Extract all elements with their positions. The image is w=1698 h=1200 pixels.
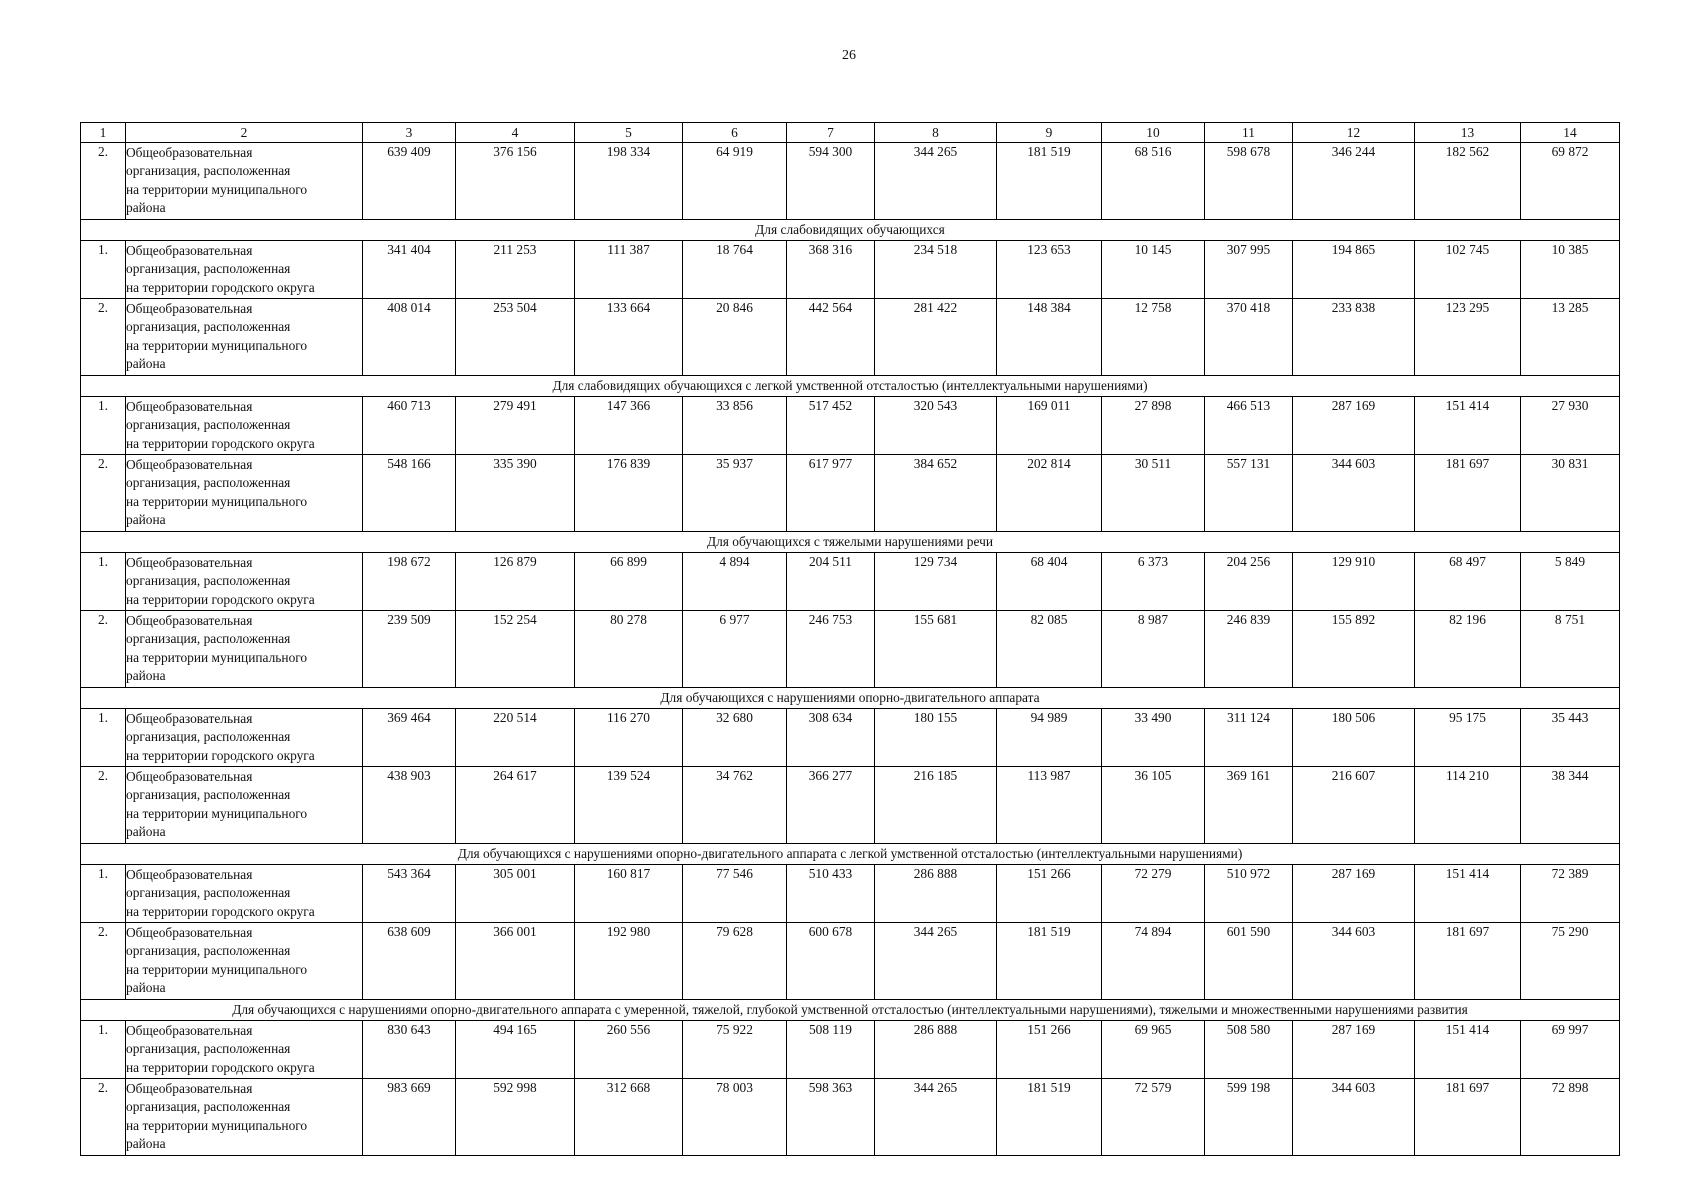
value-cell: 599 198 [1205, 1079, 1293, 1156]
section-title: Для слабовидящих обучающихся с легкой умственной отсталостью (интеллектуальными нарушениями) [81, 376, 1620, 397]
organization-line: на территории городского округа [126, 435, 315, 451]
value-cell: 69 997 [1521, 1021, 1620, 1079]
value-cell: 182 562 [1415, 143, 1521, 220]
row-number: 2. [81, 299, 126, 376]
organization-cell [126, 241, 363, 299]
section-title-row [81, 376, 1620, 397]
organization-line: организация, расположенная [126, 885, 291, 901]
organization-line: Общеобразовательная [126, 613, 253, 628]
value-cell: 601 590 [1205, 923, 1293, 1000]
value-cell: 335 390 [456, 455, 575, 532]
section-title-row [81, 220, 1620, 241]
value-cell: 438 903 [363, 767, 456, 844]
row-number: 1. [81, 1021, 126, 1079]
organization-cell [126, 709, 363, 767]
value-cell: 594 300 [787, 143, 875, 220]
value-cell: 508 119 [787, 1021, 875, 1079]
value-cell: 151 414 [1415, 1021, 1521, 1079]
value-cell: 307 995 [1205, 241, 1293, 299]
organization-cell [126, 923, 363, 1000]
value-cell: 155 681 [875, 611, 997, 688]
value-cell: 279 491 [456, 397, 575, 455]
value-cell: 376 156 [456, 143, 575, 220]
value-cell: 169 011 [997, 397, 1102, 455]
table-row [81, 1079, 1620, 1156]
value-cell: 286 888 [875, 1021, 997, 1079]
value-cell: 510 433 [787, 865, 875, 923]
value-cell: 18 764 [683, 241, 787, 299]
value-cell: 129 910 [1293, 553, 1415, 611]
value-cell: 181 519 [997, 923, 1102, 1000]
row-number: 1. [81, 397, 126, 455]
column-header: 12 [1293, 123, 1415, 143]
table-row [81, 553, 1620, 611]
value-cell: 68 516 [1102, 143, 1205, 220]
value-cell: 408 014 [363, 299, 456, 376]
value-cell: 181 519 [997, 143, 1102, 220]
value-cell: 74 894 [1102, 923, 1205, 1000]
value-cell: 281 422 [875, 299, 997, 376]
value-cell: 8 751 [1521, 611, 1620, 688]
value-cell: 79 628 [683, 923, 787, 1000]
value-cell: 508 580 [1205, 1021, 1293, 1079]
organization-line: района [126, 980, 166, 996]
organization-line: организация, расположенная [126, 475, 291, 491]
value-cell: 126 879 [456, 553, 575, 611]
value-cell: 286 888 [875, 865, 997, 923]
organization-line: Общеобразовательная [126, 925, 253, 940]
value-cell: 33 490 [1102, 709, 1205, 767]
section-title-row [81, 1000, 1620, 1021]
value-cell: 204 256 [1205, 553, 1293, 611]
row-number: 2. [81, 611, 126, 688]
value-cell: 10 145 [1102, 241, 1205, 299]
organization-line: организация, расположенная [126, 1099, 291, 1115]
organization-line: района [126, 1136, 166, 1152]
value-cell: 8 987 [1102, 611, 1205, 688]
section-title: Для обучающихся с нарушениями опорно-двигательного аппарата с легкой умственной отсталостью (интеллектуальными нарушениями) [81, 844, 1620, 865]
value-cell: 95 175 [1415, 709, 1521, 767]
value-cell: 30 511 [1102, 455, 1205, 532]
value-cell: 123 653 [997, 241, 1102, 299]
value-cell: 198 672 [363, 553, 456, 611]
value-cell: 220 514 [456, 709, 575, 767]
column-header: 2 [126, 123, 363, 143]
value-cell: 155 892 [1293, 611, 1415, 688]
value-cell: 72 389 [1521, 865, 1620, 923]
row-number: 1. [81, 865, 126, 923]
table-row [81, 455, 1620, 532]
column-header: 5 [575, 123, 683, 143]
value-cell: 216 185 [875, 767, 997, 844]
column-header: 8 [875, 123, 997, 143]
row-number: 1. [81, 709, 126, 767]
value-cell: 151 266 [997, 1021, 1102, 1079]
value-cell: 548 166 [363, 455, 456, 532]
organization-line: на территории муниципального [126, 805, 308, 821]
value-cell: 202 814 [997, 455, 1102, 532]
value-cell: 147 366 [575, 397, 683, 455]
organization-cell [126, 143, 363, 220]
value-cell: 204 511 [787, 553, 875, 611]
value-cell: 344 603 [1293, 1079, 1415, 1156]
value-cell: 13 285 [1521, 299, 1620, 376]
value-cell: 216 607 [1293, 767, 1415, 844]
table-row [81, 397, 1620, 455]
financing-table [80, 122, 1620, 1156]
page-number: 26 [842, 48, 856, 63]
value-cell: 592 998 [456, 1079, 575, 1156]
value-cell: 192 980 [575, 923, 683, 1000]
value-cell: 194 865 [1293, 241, 1415, 299]
value-cell: 69 872 [1521, 143, 1620, 220]
value-cell: 152 254 [456, 611, 575, 688]
organization-line: организация, расположенная [126, 1041, 291, 1057]
organization-line: на территории муниципального [126, 337, 308, 353]
value-cell: 32 680 [683, 709, 787, 767]
value-cell: 139 524 [575, 767, 683, 844]
row-number: 1. [81, 553, 126, 611]
row-number: 2. [81, 455, 126, 532]
organization-line: на территории муниципального [126, 181, 308, 197]
value-cell: 33 856 [683, 397, 787, 455]
organization-cell [126, 611, 363, 688]
section-title-row [81, 532, 1620, 553]
column-header: 6 [683, 123, 787, 143]
value-cell: 246 753 [787, 611, 875, 688]
section-title: Для обучающихся с нарушениями опорно-двигательного аппарата с умеренной, тяжелой, глубокой умственной отсталостью (интеллектуальными нарушениями), тяжелыми и множественными нарушениями развития [81, 1000, 1620, 1021]
organization-line: Общеобразовательная [126, 301, 253, 316]
value-cell: 72 279 [1102, 865, 1205, 923]
value-cell: 181 697 [1415, 923, 1521, 1000]
value-cell: 600 678 [787, 923, 875, 1000]
organization-line: организация, расположенная [126, 943, 291, 959]
organization-line: на территории городского округа [126, 591, 315, 607]
value-cell: 68 404 [997, 553, 1102, 611]
organization-cell [126, 865, 363, 923]
value-cell: 68 497 [1415, 553, 1521, 611]
organization-line: организация, расположенная [126, 573, 291, 589]
organization-line: района [126, 200, 166, 216]
section-title-row [81, 844, 1620, 865]
value-cell: 344 603 [1293, 923, 1415, 1000]
value-cell: 102 745 [1415, 241, 1521, 299]
organization-line: района [126, 512, 166, 528]
value-cell: 983 669 [363, 1079, 456, 1156]
organization-line: Общеобразовательная [126, 457, 253, 472]
organization-line: Общеобразовательная [126, 555, 253, 570]
value-cell: 181 519 [997, 1079, 1102, 1156]
table-row [81, 767, 1620, 844]
value-cell: 12 758 [1102, 299, 1205, 376]
organization-line: района [126, 668, 166, 684]
table-row [81, 143, 1620, 220]
organization-line: Общеобразовательная [126, 769, 253, 784]
table-row [81, 709, 1620, 767]
value-cell: 6 977 [683, 611, 787, 688]
value-cell: 160 817 [575, 865, 683, 923]
value-cell: 10 385 [1521, 241, 1620, 299]
organization-cell [126, 553, 363, 611]
value-cell: 176 839 [575, 455, 683, 532]
value-cell: 78 003 [683, 1079, 787, 1156]
organization-line: на территории муниципального [126, 1117, 308, 1133]
value-cell: 64 919 [683, 143, 787, 220]
value-cell: 113 987 [997, 767, 1102, 844]
organization-line: организация, расположенная [126, 319, 291, 335]
column-header: 3 [363, 123, 456, 143]
value-cell: 638 609 [363, 923, 456, 1000]
value-cell: 180 506 [1293, 709, 1415, 767]
value-cell: 344 265 [875, 143, 997, 220]
column-header: 7 [787, 123, 875, 143]
value-cell: 384 652 [875, 455, 997, 532]
value-cell: 287 169 [1293, 865, 1415, 923]
value-cell: 133 664 [575, 299, 683, 376]
value-cell: 442 564 [787, 299, 875, 376]
value-cell: 6 373 [1102, 553, 1205, 611]
value-cell: 4 894 [683, 553, 787, 611]
value-cell: 151 414 [1415, 397, 1521, 455]
value-cell: 36 105 [1102, 767, 1205, 844]
value-cell: 460 713 [363, 397, 456, 455]
value-cell: 494 165 [456, 1021, 575, 1079]
value-cell: 368 316 [787, 241, 875, 299]
value-cell: 366 277 [787, 767, 875, 844]
value-cell: 75 290 [1521, 923, 1620, 1000]
value-cell: 466 513 [1205, 397, 1293, 455]
organization-line: на территории городского округа [126, 279, 315, 295]
organization-line: организация, расположенная [126, 261, 291, 277]
column-header: 14 [1521, 123, 1620, 143]
value-cell: 151 266 [997, 865, 1102, 923]
value-cell: 151 414 [1415, 865, 1521, 923]
value-cell: 320 543 [875, 397, 997, 455]
value-cell: 341 404 [363, 241, 456, 299]
value-cell: 369 161 [1205, 767, 1293, 844]
value-cell: 543 364 [363, 865, 456, 923]
column-header: 9 [997, 123, 1102, 143]
value-cell: 75 922 [683, 1021, 787, 1079]
table-row [81, 299, 1620, 376]
value-cell: 344 603 [1293, 455, 1415, 532]
table-row [81, 241, 1620, 299]
value-cell: 211 253 [456, 241, 575, 299]
value-cell: 639 409 [363, 143, 456, 220]
table-row [81, 923, 1620, 1000]
organization-cell [126, 455, 363, 532]
column-number-header-row [81, 123, 1620, 143]
value-cell: 517 452 [787, 397, 875, 455]
section-title: Для обучающихся с нарушениями опорно-двигательного аппарата [81, 688, 1620, 709]
column-header: 4 [456, 123, 575, 143]
value-cell: 180 155 [875, 709, 997, 767]
value-cell: 246 839 [1205, 611, 1293, 688]
value-cell: 181 697 [1415, 1079, 1521, 1156]
organization-line: на территории муниципального [126, 961, 308, 977]
organization-line: района [126, 356, 166, 372]
value-cell: 181 697 [1415, 455, 1521, 532]
value-cell: 557 131 [1205, 455, 1293, 532]
value-cell: 111 387 [575, 241, 683, 299]
section-title: Для слабовидящих обучающихся [81, 220, 1620, 241]
value-cell: 129 734 [875, 553, 997, 611]
value-cell: 198 334 [575, 143, 683, 220]
table-body [81, 123, 1620, 1156]
organization-cell [126, 397, 363, 455]
table-row [81, 865, 1620, 923]
value-cell: 344 265 [875, 923, 997, 1000]
value-cell: 510 972 [1205, 865, 1293, 923]
organization-line: Общеобразовательная [126, 1023, 253, 1038]
organization-line: Общеобразовательная [126, 711, 253, 726]
organization-line: Общеобразовательная [126, 399, 253, 414]
row-number: 2. [81, 143, 126, 220]
value-cell: 72 898 [1521, 1079, 1620, 1156]
organization-line: организация, расположенная [126, 417, 291, 433]
value-cell: 82 085 [997, 611, 1102, 688]
value-cell: 27 898 [1102, 397, 1205, 455]
value-cell: 312 668 [575, 1079, 683, 1156]
value-cell: 287 169 [1293, 397, 1415, 455]
value-cell: 148 384 [997, 299, 1102, 376]
organization-cell [126, 299, 363, 376]
organization-line: на территории муниципального [126, 493, 308, 509]
value-cell: 830 643 [363, 1021, 456, 1079]
value-cell: 239 509 [363, 611, 456, 688]
value-cell: 114 210 [1415, 767, 1521, 844]
value-cell: 287 169 [1293, 1021, 1415, 1079]
organization-line: Общеобразовательная [126, 145, 253, 160]
value-cell: 35 937 [683, 455, 787, 532]
value-cell: 77 546 [683, 865, 787, 923]
value-cell: 264 617 [456, 767, 575, 844]
row-number: 2. [81, 923, 126, 1000]
value-cell: 38 344 [1521, 767, 1620, 844]
value-cell: 366 001 [456, 923, 575, 1000]
organization-line: на территории городского округа [126, 747, 315, 763]
organization-line: Общеобразовательная [126, 1081, 253, 1096]
organization-cell [126, 1021, 363, 1079]
value-cell: 30 831 [1521, 455, 1620, 532]
column-header: 13 [1415, 123, 1521, 143]
table-row [81, 611, 1620, 688]
section-title-row [81, 688, 1620, 709]
value-cell: 35 443 [1521, 709, 1620, 767]
value-cell: 253 504 [456, 299, 575, 376]
value-cell: 308 634 [787, 709, 875, 767]
organization-cell [126, 767, 363, 844]
value-cell: 82 196 [1415, 611, 1521, 688]
value-cell: 233 838 [1293, 299, 1415, 376]
column-header: 10 [1102, 123, 1205, 143]
section-title: Для обучающихся с тяжелыми нарушениями речи [81, 532, 1620, 553]
table-row [81, 1021, 1620, 1079]
value-cell: 369 464 [363, 709, 456, 767]
value-cell: 598 678 [1205, 143, 1293, 220]
organization-line: на территории городского округа [126, 1059, 315, 1075]
column-header: 11 [1205, 123, 1293, 143]
organization-line: на территории муниципального [126, 649, 308, 665]
organization-line: организация, расположенная [126, 163, 291, 179]
organization-line: района [126, 824, 166, 840]
value-cell: 66 899 [575, 553, 683, 611]
value-cell: 94 989 [997, 709, 1102, 767]
organization-line: организация, расположенная [126, 787, 291, 803]
organization-line: организация, расположенная [126, 631, 291, 647]
value-cell: 344 265 [875, 1079, 997, 1156]
organization-line: на территории городского округа [126, 903, 315, 919]
value-cell: 617 977 [787, 455, 875, 532]
value-cell: 123 295 [1415, 299, 1521, 376]
column-header: 1 [81, 123, 126, 143]
row-number: 1. [81, 241, 126, 299]
value-cell: 72 579 [1102, 1079, 1205, 1156]
value-cell: 346 244 [1293, 143, 1415, 220]
row-number: 2. [81, 1079, 126, 1156]
value-cell: 260 556 [575, 1021, 683, 1079]
value-cell: 370 418 [1205, 299, 1293, 376]
organization-line: Общеобразовательная [126, 867, 253, 882]
value-cell: 27 930 [1521, 397, 1620, 455]
organization-cell [126, 1079, 363, 1156]
row-number: 2. [81, 767, 126, 844]
value-cell: 305 001 [456, 865, 575, 923]
value-cell: 34 762 [683, 767, 787, 844]
value-cell: 116 270 [575, 709, 683, 767]
organization-line: Общеобразовательная [126, 243, 253, 258]
value-cell: 69 965 [1102, 1021, 1205, 1079]
value-cell: 5 849 [1521, 553, 1620, 611]
value-cell: 80 278 [575, 611, 683, 688]
value-cell: 311 124 [1205, 709, 1293, 767]
value-cell: 20 846 [683, 299, 787, 376]
value-cell: 598 363 [787, 1079, 875, 1156]
value-cell: 234 518 [875, 241, 997, 299]
organization-line: организация, расположенная [126, 729, 291, 745]
